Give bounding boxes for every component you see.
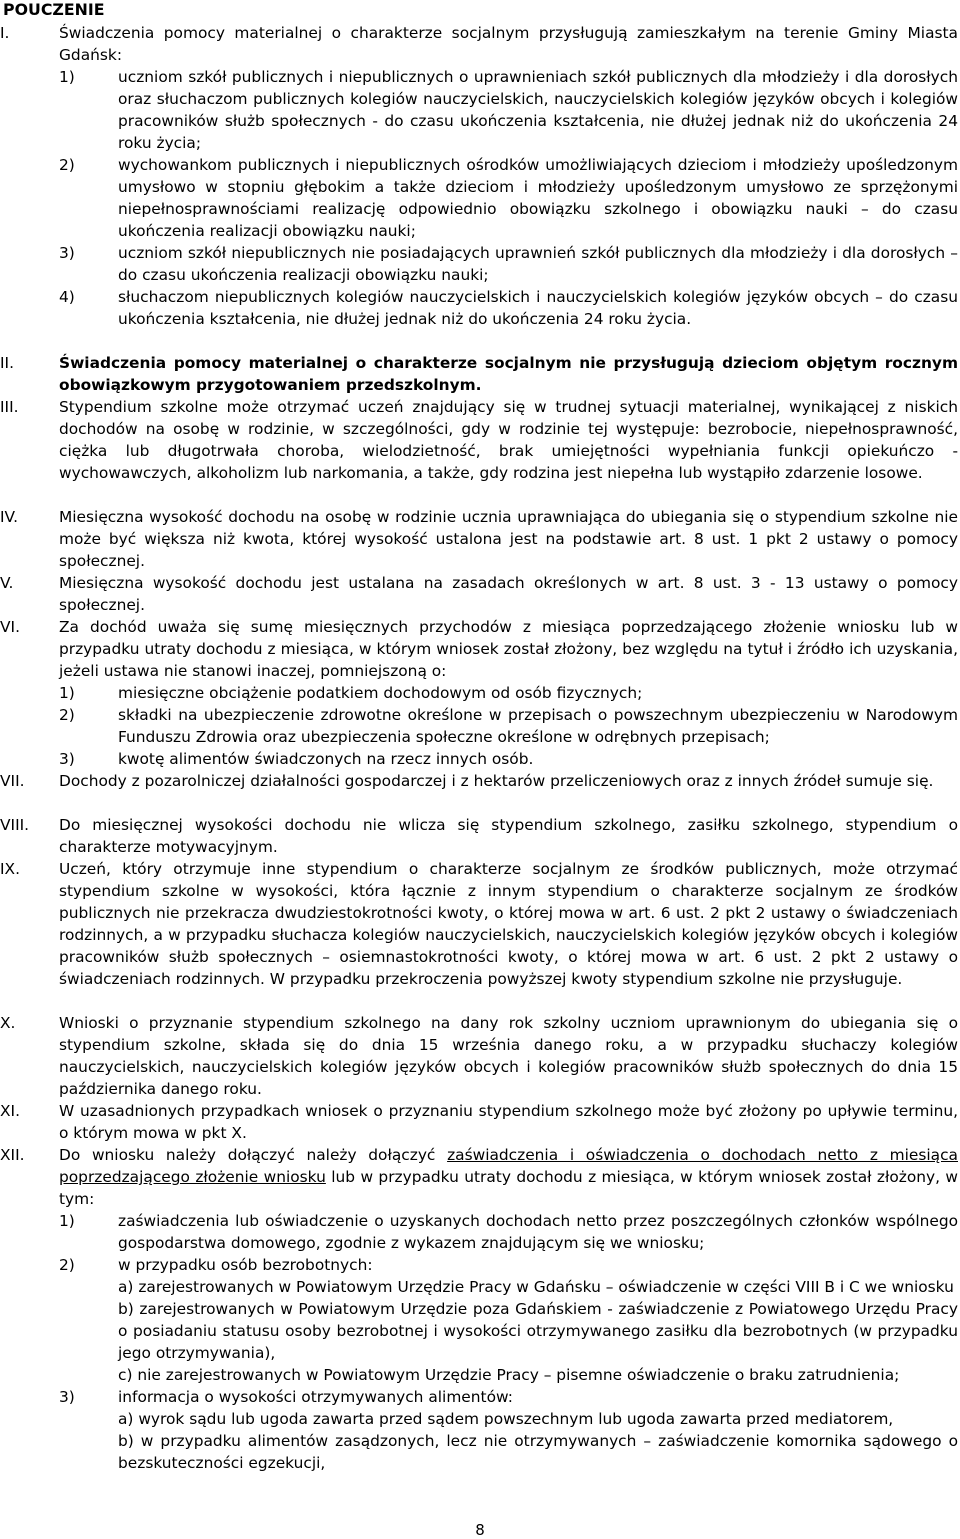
section-text: Do miesięcznej wysokości dochodu nie wlicza się stypendium szkolnego, zasiłku szkolnego, stypendium o charakterze motywacyjnym. bbox=[59, 816, 958, 856]
item-text: słuchaczom niepublicznych kolegiów nauczycielskich i nauczycielskich kolegiów języków obcych – do czasu ukończenia kształcenia, nie dłużej jednak niż do ukończenia 24 roku życia. bbox=[118, 288, 958, 328]
list-item bbox=[59, 704, 958, 748]
section-text-part: Do wniosku należy dołączyć należy dołączyć bbox=[59, 1146, 448, 1164]
section-vii bbox=[0, 770, 958, 792]
item-text: składki na ubezpieczenie zdrowotne określone w przepisach o powszechnym ubezpieczeniu w Narodowym Funduszu Zdrowia oraz ubezpieczenia społeczne określone w odrębnych przepisach; bbox=[118, 706, 958, 746]
section-text: W uzasadnionych przypadkach wniosek o przyznaniu stypendium szkolnego może być złożony po upływie terminu, o którym mowa w pkt X. bbox=[59, 1102, 958, 1142]
section-text: Uczeń, który otrzymuje inne stypendium o charakterze socjalnym ze środków publicznych, może otrzymać stypendium szkolne w wysokości, która łącznie z innym stypendium o charakterze socjalnym ze środków publicznych nie przekracza dwudziestokrotności kwoty, o której mowa w art. 6 ust. 2 pkt 2 ustawy o świadczeniach rodzinnych, a w przypadku słuchacza kolegiów nauczycielskich, nauczycielskich kolegiów języków obcych i kolegiów pracowników służb społecznych – osiemnastokrotności kwoty, o której mowa w art. 6 ust. 2 pkt 2 ustawy o świadczeniach rodzinnych. W przypadku przekroczenia powyższej kwoty stypendium szkolne nie przysługuje. bbox=[59, 860, 958, 988]
section-number: VII. bbox=[0, 772, 25, 790]
sub-item: b) zarejestrowanych w Powiatowym Urzędzie poza Gdańskiem - zaświadczenie z Powiatowego Urzędu Pracy o posiadaniu statusu osoby bezrobotnej i wysokości otrzymywanego zasiłku dla bezrobotnych (w przypadku jego otrzymywania), bbox=[118, 1300, 958, 1362]
item-text: wychowankom publicznych i niepublicznych ośrodków umożliwiających dzieciom i młodzieży upośledzonym umysłowo w stopniu głębokim a także dzieciom i młodzieży upośledzonym umysłowo ze sprzężonymi niepełnosprawnościami realizację odpowiednio obowiązku szkolnego i obowiązku nauki – do czasu ukończenia realizacji obowiązku nauki; bbox=[118, 156, 958, 240]
section-text: Miesięczna wysokość dochodu na osobę w rodzinie ucznia uprawniająca do ubiegania się o stypendium szkolne nie może być większa niż kwota, której wysokość ustalona jest na podstawie art. 8 ust. 1 pkt 2 ustawy o pomocy społecznej. bbox=[59, 508, 958, 570]
section-v bbox=[0, 572, 958, 616]
item-number: 1) bbox=[59, 68, 75, 86]
sub-item: c) nie zarejestrowanych w Powiatowym Urzędzie Pracy – pisemne oświadczenie o braku zatrudnienia; bbox=[118, 1366, 900, 1384]
section-text: Stypendium szkolne może otrzymać uczeń znajdujący się w trudnej sytuacji materialnej, wynikającej z niskich dochodów na osobę w rodzinie, w szczególności, gdy w rodzinie tej występuje: bezrobocie, niepełnosprawność, ciężka lub długotrwała choroba, wielodzietność, brak umiejętności wypełniania funkcji opiekuńczo - wychowawczych, alkoholizm lub narkomania, a także, gdy rodzina jest niepełna lub wystąpiło zdarzenie losowe. bbox=[59, 398, 958, 482]
section-x bbox=[0, 1012, 958, 1100]
section-viii bbox=[0, 814, 958, 858]
item-text: informacja o wysokości otrzymywanych alimentów: bbox=[118, 1388, 513, 1406]
list-item bbox=[59, 1210, 958, 1254]
section-ix bbox=[0, 858, 958, 990]
page-number: 8 bbox=[475, 1521, 485, 1539]
section-text: Świadczenia pomocy materialnej o charakterze socjalnym przysługują zamieszkałym na terenie Gminy Miasta Gdańsk: bbox=[59, 24, 958, 64]
section-iii bbox=[0, 396, 958, 484]
list-item bbox=[59, 286, 958, 330]
list-item bbox=[59, 242, 958, 286]
underlined-text: zaświadczenia i oświadczenia o dochodach netto z miesiąca poprzedzającego złożenie wniosku bbox=[59, 1146, 958, 1186]
section-text: Za dochód uważa się sumę miesięcznych przychodów z miesiąca poprzedzającego złożenie wniosku lub w przypadku utraty dochodu z miesiąca, w którym wniosek został złożony, bez względu na tytuł i źródło ich uzyskania, jeżeli ustawa nie stanowi inaczej, pomniejszoną o: bbox=[59, 618, 958, 680]
item-number: 1) bbox=[59, 684, 75, 702]
section-iv bbox=[0, 506, 958, 572]
section-xii bbox=[0, 1144, 958, 1474]
section-ii bbox=[0, 352, 958, 396]
section-xi bbox=[0, 1100, 958, 1144]
item-number: 2) bbox=[59, 706, 75, 724]
section-number: IV. bbox=[0, 508, 18, 526]
section-number: II. bbox=[0, 354, 14, 372]
item-text: w przypadku osób bezrobotnych: bbox=[118, 1256, 373, 1274]
item-number: 2) bbox=[59, 156, 75, 174]
section-i bbox=[0, 22, 958, 330]
item-text: uczniom szkół publicznych i niepublicznych o uprawnieniach szkół publicznych dla młodzieży i dla dorosłych oraz słuchaczom publicznych kolegiów nauczycielskich, nauczycielskich kolegiów języków obcych i kolegiów pracowników służb społecznych - do czasu ukończenia kształcenia, nie dłużej jednak niż do ukończenia 24 roku życia; bbox=[118, 68, 958, 152]
section-number: V. bbox=[0, 574, 14, 592]
item-text: uczniom szkół niepublicznych nie posiadających uprawnień szkół publicznych dla młodzieży i dla dorosłych – do czasu ukończenia realizacji obowiązku nauki; bbox=[118, 244, 958, 284]
item-number: 3) bbox=[59, 750, 75, 768]
sub-item: b) w przypadku alimentów zasądzonych, lecz nie otrzymywanych – zaświadczenie komornika sądowego o bezskuteczności egzekucji, bbox=[118, 1432, 958, 1472]
section-number: X. bbox=[0, 1014, 16, 1032]
item-number: 2) bbox=[59, 1256, 75, 1274]
list-item bbox=[59, 682, 958, 704]
section-text: Dochody z pozarolniczej działalności gospodarczej i z hektarów przeliczeniowych oraz z innych źródeł sumuje się. bbox=[59, 772, 934, 790]
section-text bbox=[59, 1144, 958, 1210]
section-items bbox=[59, 66, 958, 330]
section-number: I. bbox=[0, 24, 10, 42]
section-text: Miesięczna wysokość dochodu jest ustalana na zasadach określonych w art. 8 ust. 3 - 13 ustawy o pomocy społecznej. bbox=[59, 574, 958, 614]
item-text: zaświadczenia lub oświadczenie o uzyskanych dochodach netto przez poszczególnych członków wspólnego gospodarstwa domowego, zgodnie z wykazem znajdującym się we wniosku; bbox=[118, 1212, 958, 1252]
list-item bbox=[59, 154, 958, 242]
item-number: 4) bbox=[59, 288, 75, 306]
document-title: POUCZENIE bbox=[3, 0, 105, 19]
item-text: miesięczne obciążenie podatkiem dochodowym od osób fizycznych; bbox=[118, 684, 643, 702]
sub-item: a) zarejestrowanych w Powiatowym Urzędzie Pracy w Gdańsku – oświadczenie w części VIII B i C we wniosku bbox=[118, 1278, 954, 1296]
section-items bbox=[59, 1210, 958, 1474]
list-item bbox=[59, 1386, 958, 1474]
item-number: 3) bbox=[59, 244, 75, 262]
list-item bbox=[59, 748, 958, 770]
section-text: Wnioski o przyznanie stypendium szkolnego na dany rok szkolny uczniom uprawnionym do ubiegania się o stypendium szkolne, składa się do dnia 15 września danego roku, a w przypadku słuchaczy kolegiów nauczycielskich, nauczycielskich kolegiów języków obcych i kolegiów pracowników służb społecznych do dnia 15 października danego roku. bbox=[59, 1014, 958, 1098]
list-item bbox=[59, 1254, 958, 1386]
section-number: XII. bbox=[0, 1146, 25, 1164]
section-items bbox=[59, 682, 958, 770]
list-item bbox=[59, 66, 958, 154]
section-number: VIII. bbox=[0, 816, 30, 834]
section-text-part: lub w przypadku utraty dochodu z miesiąca, w którym wniosek został złożony, w tym: bbox=[59, 1168, 958, 1208]
item-number: 1) bbox=[59, 1212, 75, 1230]
section-number: XI. bbox=[0, 1102, 20, 1120]
section-text: Świadczenia pomocy materialnej o charakterze socjalnym nie przysługują dzieciom objętym rocznym obowiązkowym przygotowaniem przedszkolnym. bbox=[59, 354, 958, 394]
section-number: III. bbox=[0, 398, 19, 416]
item-number: 3) bbox=[59, 1388, 75, 1406]
section-number: IX. bbox=[0, 860, 20, 878]
section-vi bbox=[0, 616, 958, 770]
item-text: kwotę alimentów świadczonych na rzecz innych osób. bbox=[118, 750, 534, 768]
sub-item: a) wyrok sądu lub ugoda zawarta przed sądem powszechnym lub ugoda zawarta przed mediatorem, bbox=[118, 1410, 894, 1428]
section-number: VI. bbox=[0, 618, 20, 636]
